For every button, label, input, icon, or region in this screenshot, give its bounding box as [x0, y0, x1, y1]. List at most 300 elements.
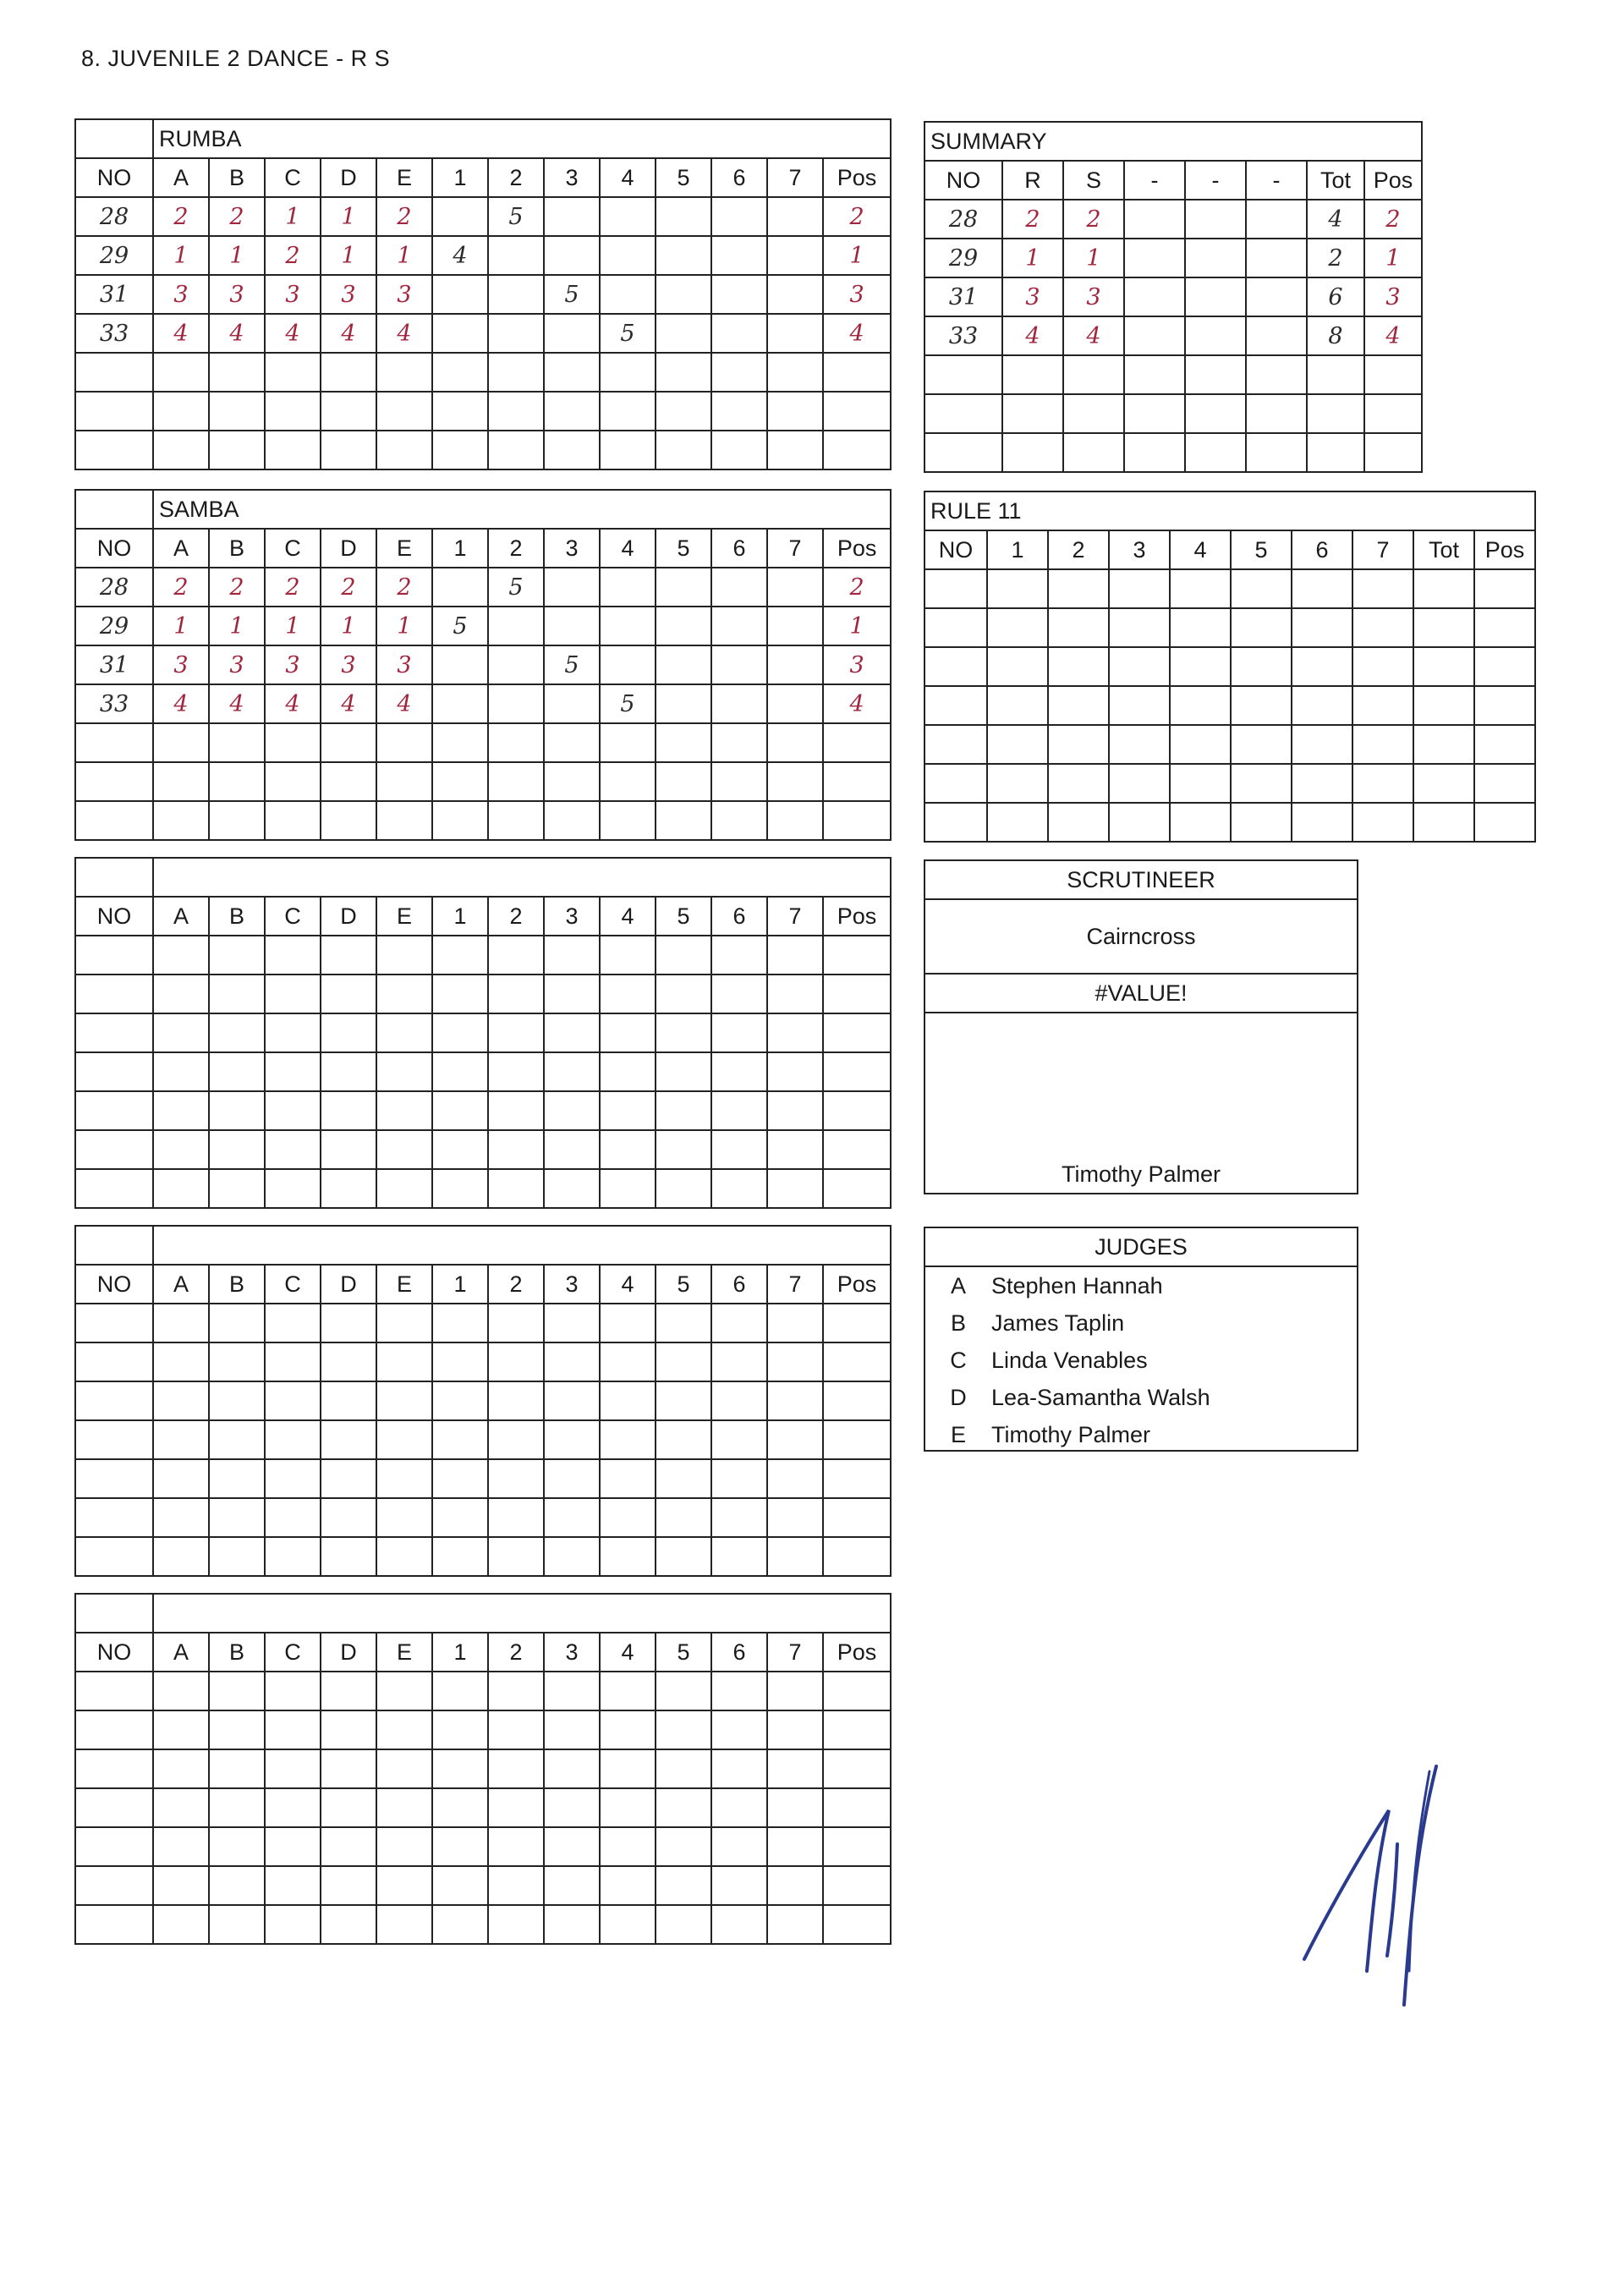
rule11-cell — [987, 608, 1048, 647]
place-count — [488, 392, 544, 431]
column-header: - — [1185, 161, 1246, 200]
place-count — [767, 723, 823, 762]
position — [823, 1130, 891, 1169]
place-count — [711, 1052, 767, 1091]
dance-name — [153, 858, 891, 897]
summary-cell: 8 — [1307, 316, 1364, 355]
place-count — [656, 1788, 711, 1827]
place-count — [711, 723, 767, 762]
judge-mark — [265, 1091, 321, 1130]
place-count — [544, 1342, 600, 1381]
table-row — [75, 197, 891, 236]
judge-entry — [925, 1379, 1357, 1416]
position — [823, 1710, 891, 1749]
place-count — [600, 1420, 656, 1459]
summary-cell — [1124, 433, 1185, 472]
column-header: NO — [75, 897, 153, 936]
place-count — [432, 568, 488, 607]
place-count — [767, 1420, 823, 1459]
column-header: 4 — [1170, 530, 1231, 569]
place-count — [656, 1905, 711, 1944]
summary-cell — [1307, 394, 1364, 433]
position — [823, 1169, 891, 1208]
table-row — [75, 1498, 891, 1537]
summary-cell — [1002, 394, 1063, 433]
judge-entry — [925, 1342, 1357, 1379]
place-count — [711, 1672, 767, 1710]
summary-cell — [1246, 239, 1307, 277]
judge-mark — [376, 1052, 432, 1091]
judge-mark — [265, 1498, 321, 1537]
place-count — [656, 1537, 711, 1576]
judge-mark — [321, 1130, 376, 1169]
place-count — [432, 197, 488, 236]
place-count — [711, 314, 767, 353]
couple-number — [75, 1672, 153, 1710]
judge-mark — [321, 801, 376, 840]
place-count — [488, 236, 544, 275]
rule11-cell — [1048, 764, 1109, 803]
couple-number — [75, 392, 153, 431]
judge-mark — [265, 1905, 321, 1944]
rule11-cell — [1170, 686, 1231, 725]
judge-mark: 4 — [376, 684, 432, 723]
column-header: 6 — [711, 1265, 767, 1304]
column-header: Pos — [823, 529, 891, 568]
place-count — [544, 568, 600, 607]
signature — [1294, 1760, 1463, 2013]
table-row — [75, 568, 891, 607]
place-count — [432, 431, 488, 469]
judge-mark — [209, 1749, 265, 1788]
couple-number: 31 — [75, 645, 153, 684]
place-count — [656, 392, 711, 431]
summary-cell: 29 — [924, 239, 1002, 277]
rule11-cell — [1231, 647, 1292, 686]
rule11-cell — [1292, 725, 1352, 764]
judge-mark: 2 — [376, 568, 432, 607]
place-count — [488, 314, 544, 353]
column-header: R — [1002, 161, 1063, 200]
judge-mark — [265, 762, 321, 801]
couple-number — [75, 762, 153, 801]
column-header: S — [1063, 161, 1124, 200]
summary-cell — [1185, 316, 1246, 355]
place-count — [767, 353, 823, 392]
summary-cell: 3 — [1364, 277, 1422, 316]
place-count — [600, 568, 656, 607]
place-count — [767, 607, 823, 645]
place-count — [767, 975, 823, 1013]
judge-mark: 1 — [376, 607, 432, 645]
column-header: NO — [75, 529, 153, 568]
couple-number — [75, 1169, 153, 1208]
judge-mark — [265, 1459, 321, 1498]
rule11-cell — [1170, 764, 1231, 803]
summary-cell — [1307, 433, 1364, 472]
place-count — [656, 314, 711, 353]
place-count — [432, 314, 488, 353]
judge-mark — [209, 1304, 265, 1342]
rule11-cell — [1413, 764, 1474, 803]
judge-mark — [153, 1459, 209, 1498]
rule11-cell — [987, 647, 1048, 686]
couple-number — [75, 1788, 153, 1827]
summary-cell: 1 — [1364, 239, 1422, 277]
place-count — [767, 1304, 823, 1342]
column-header: 2 — [488, 158, 544, 197]
judge-letter: D — [950, 1385, 967, 1410]
judge-mark — [321, 1013, 376, 1052]
place-count — [544, 1459, 600, 1498]
column-header: 7 — [767, 529, 823, 568]
table-row — [75, 1537, 891, 1576]
place-count — [488, 762, 544, 801]
place-count — [488, 1091, 544, 1130]
judge-mark — [209, 1672, 265, 1710]
place-count — [600, 607, 656, 645]
column-header: 3 — [544, 897, 600, 936]
place-count: 5 — [600, 314, 656, 353]
place-count — [432, 1498, 488, 1537]
judge-mark: 4 — [153, 314, 209, 353]
rule11-cell — [987, 686, 1048, 725]
judge-mark — [376, 1827, 432, 1866]
judge-name: Lea-Samantha Walsh — [991, 1385, 1210, 1410]
summary-cell — [1124, 277, 1185, 316]
table-row — [75, 1091, 891, 1130]
judge-mark — [209, 1013, 265, 1052]
judge-mark — [209, 1827, 265, 1866]
column-header: D — [321, 1633, 376, 1672]
rule11-cell — [1352, 803, 1413, 842]
column-header: D — [321, 158, 376, 197]
place-count — [767, 314, 823, 353]
place-count — [767, 1091, 823, 1130]
summary-cell — [1246, 316, 1307, 355]
place-count — [711, 1537, 767, 1576]
table-row — [924, 277, 1422, 316]
table-row — [75, 1342, 891, 1381]
judge-mark — [265, 975, 321, 1013]
position — [823, 762, 891, 801]
summary-cell — [924, 394, 1002, 433]
column-header: C — [265, 897, 321, 936]
position — [823, 1091, 891, 1130]
rule11-cell — [1474, 803, 1535, 842]
judge-mark: 1 — [153, 236, 209, 275]
judge-mark: 1 — [209, 236, 265, 275]
couple-number — [75, 1905, 153, 1944]
rule11-cell — [1048, 608, 1109, 647]
place-count — [600, 1169, 656, 1208]
couple-number — [75, 1498, 153, 1537]
table-row — [75, 1866, 891, 1905]
column-header: 4 — [600, 897, 656, 936]
place-count — [656, 1498, 711, 1537]
column-header: 1 — [432, 1265, 488, 1304]
column-header: 2 — [488, 1633, 544, 1672]
column-header: A — [153, 1265, 209, 1304]
place-count — [656, 1749, 711, 1788]
rule11-cell — [1413, 803, 1474, 842]
column-header: 5 — [656, 158, 711, 197]
place-count — [767, 197, 823, 236]
judge-letter: B — [950, 1310, 966, 1336]
position — [823, 1866, 891, 1905]
rule11-cell — [1352, 569, 1413, 608]
judge-entry — [925, 1267, 1357, 1304]
judge-mark — [209, 801, 265, 840]
summary-cell — [1124, 200, 1185, 239]
judge-mark — [321, 1827, 376, 1866]
summary-cell — [1124, 355, 1185, 394]
place-count — [432, 1710, 488, 1749]
column-header: 6 — [711, 1633, 767, 1672]
table-row — [75, 762, 891, 801]
place-count — [711, 1381, 767, 1420]
place-count — [656, 1130, 711, 1169]
judge-mark: 1 — [153, 607, 209, 645]
judge-mark — [321, 431, 376, 469]
place-count — [767, 1749, 823, 1788]
judge-mark — [265, 1013, 321, 1052]
place-count — [656, 645, 711, 684]
place-count — [767, 1052, 823, 1091]
couple-number — [75, 1342, 153, 1381]
summary-cell: 4 — [1307, 200, 1364, 239]
place-count — [767, 1788, 823, 1827]
couple-number: 29 — [75, 236, 153, 275]
judge-name: Timothy Palmer — [991, 1422, 1151, 1447]
place-count — [544, 431, 600, 469]
table-row — [924, 647, 1535, 686]
place-count — [544, 1866, 600, 1905]
judge-mark — [153, 1091, 209, 1130]
judge-mark — [209, 392, 265, 431]
couple-number: 28 — [75, 197, 153, 236]
column-header: 1 — [432, 1633, 488, 1672]
column-header: D — [321, 897, 376, 936]
place-count — [656, 1013, 711, 1052]
place-count — [767, 1827, 823, 1866]
place-count — [711, 607, 767, 645]
page-title: 8. JUVENILE 2 DANCE - R S — [81, 46, 391, 71]
judge-mark — [265, 1749, 321, 1788]
place-count — [656, 275, 711, 314]
table-row — [75, 1827, 891, 1866]
place-count — [600, 1537, 656, 1576]
place-count — [432, 762, 488, 801]
table-row — [924, 725, 1535, 764]
judge-mark — [265, 723, 321, 762]
judge-mark — [209, 1169, 265, 1208]
judge-letter: E — [950, 1422, 966, 1447]
summary-cell — [1246, 394, 1307, 433]
scrutineer-title: SCRUTINEER — [925, 861, 1357, 900]
place-count — [432, 975, 488, 1013]
table-corner-cell — [75, 1594, 153, 1633]
position — [823, 1788, 891, 1827]
judge-mark — [209, 936, 265, 975]
place-count — [711, 684, 767, 723]
place-count — [711, 936, 767, 975]
rule11-cell — [1292, 764, 1352, 803]
place-count — [600, 645, 656, 684]
rule11-cell — [1352, 725, 1413, 764]
place-count — [711, 392, 767, 431]
judge-mark — [153, 1537, 209, 1576]
judge-mark — [265, 1130, 321, 1169]
place-count — [432, 1130, 488, 1169]
judge-mark — [153, 1381, 209, 1420]
place-count — [544, 1905, 600, 1944]
summary-cell — [1063, 355, 1124, 394]
judge-mark — [153, 353, 209, 392]
position — [823, 1342, 891, 1381]
rule11-cell — [1231, 686, 1292, 725]
couple-number — [75, 431, 153, 469]
summary-cell — [1063, 433, 1124, 472]
rule11-cell — [1231, 803, 1292, 842]
place-count — [767, 1905, 823, 1944]
judge-mark — [153, 1749, 209, 1788]
summary-cell: 2 — [1063, 200, 1124, 239]
judge-mark: 2 — [265, 236, 321, 275]
judge-mark — [265, 1537, 321, 1576]
place-count — [767, 801, 823, 840]
place-count — [600, 1013, 656, 1052]
place-count — [656, 236, 711, 275]
place-count — [767, 684, 823, 723]
table-row — [924, 239, 1422, 277]
place-count — [656, 1381, 711, 1420]
rule11-cell — [987, 569, 1048, 608]
place-count — [600, 392, 656, 431]
judge-mark — [376, 1304, 432, 1342]
position: 4 — [823, 684, 891, 723]
rule11-cell — [1109, 803, 1170, 842]
place-count — [656, 1459, 711, 1498]
judge-mark — [209, 1710, 265, 1749]
judge-mark: 3 — [153, 275, 209, 314]
column-header: NO — [75, 1633, 153, 1672]
judge-mark: 2 — [265, 568, 321, 607]
summary-cell — [1246, 433, 1307, 472]
place-count — [432, 1827, 488, 1866]
judge-mark — [265, 1169, 321, 1208]
place-count — [600, 723, 656, 762]
place-count — [432, 1052, 488, 1091]
position: 1 — [823, 236, 891, 275]
rule11-cell — [1474, 569, 1535, 608]
judge-mark — [209, 1459, 265, 1498]
judge-mark — [153, 431, 209, 469]
place-count — [711, 1130, 767, 1169]
place-count — [488, 1866, 544, 1905]
place-count — [544, 197, 600, 236]
column-header: NO — [75, 158, 153, 197]
column-header: 4 — [600, 529, 656, 568]
judge-mark — [321, 1342, 376, 1381]
judge-mark — [153, 762, 209, 801]
position: 2 — [823, 568, 891, 607]
judge-mark — [321, 1304, 376, 1342]
place-count: 4 — [432, 236, 488, 275]
judge-mark: 2 — [153, 568, 209, 607]
summary-cell: 33 — [924, 316, 1002, 355]
place-count — [711, 197, 767, 236]
place-count — [432, 645, 488, 684]
place-count — [656, 723, 711, 762]
place-count — [656, 1091, 711, 1130]
place-count — [711, 236, 767, 275]
position: 3 — [823, 645, 891, 684]
position — [823, 1498, 891, 1537]
place-count — [488, 607, 544, 645]
column-header: C — [265, 158, 321, 197]
couple-number — [75, 1459, 153, 1498]
place-count — [544, 1498, 600, 1537]
summary-cell: 2 — [1364, 200, 1422, 239]
place-count — [711, 1866, 767, 1905]
judge-mark — [376, 392, 432, 431]
judge-mark — [265, 1827, 321, 1866]
judge-mark — [376, 801, 432, 840]
rule11-cell — [1474, 608, 1535, 647]
place-count — [432, 1420, 488, 1459]
rule11-cell — [1170, 608, 1231, 647]
table-row — [75, 975, 891, 1013]
judge-mark — [265, 936, 321, 975]
column-header: D — [321, 529, 376, 568]
position — [823, 801, 891, 840]
judge-mark: 1 — [209, 607, 265, 645]
rule11-cell — [1352, 686, 1413, 725]
judge-mark: 2 — [376, 197, 432, 236]
column-header: 6 — [711, 897, 767, 936]
place-count — [767, 275, 823, 314]
column-header: D — [321, 1265, 376, 1304]
place-count — [488, 1672, 544, 1710]
judge-mark — [153, 1052, 209, 1091]
rule11-cell — [987, 725, 1048, 764]
place-count — [600, 197, 656, 236]
summary-title: SUMMARY — [924, 122, 1422, 161]
position — [823, 1381, 891, 1420]
judge-mark — [376, 1420, 432, 1459]
judge-mark — [265, 1788, 321, 1827]
dance-table-5 — [74, 1593, 892, 1945]
rule11-cell — [1048, 686, 1109, 725]
judge-mark — [376, 353, 432, 392]
summary-cell — [1185, 277, 1246, 316]
couple-number — [75, 1130, 153, 1169]
table-row — [924, 686, 1535, 725]
position — [823, 1537, 891, 1576]
summary-cell — [1246, 277, 1307, 316]
table-row — [924, 569, 1535, 608]
table-row — [75, 1788, 891, 1827]
summary-cell: 1 — [1002, 239, 1063, 277]
place-count — [711, 762, 767, 801]
judge-mark — [376, 1905, 432, 1944]
rule11-cell — [1048, 725, 1109, 764]
summary-cell — [1002, 433, 1063, 472]
judge-mark — [321, 1381, 376, 1420]
judge-mark: 4 — [209, 314, 265, 353]
place-count — [656, 1420, 711, 1459]
